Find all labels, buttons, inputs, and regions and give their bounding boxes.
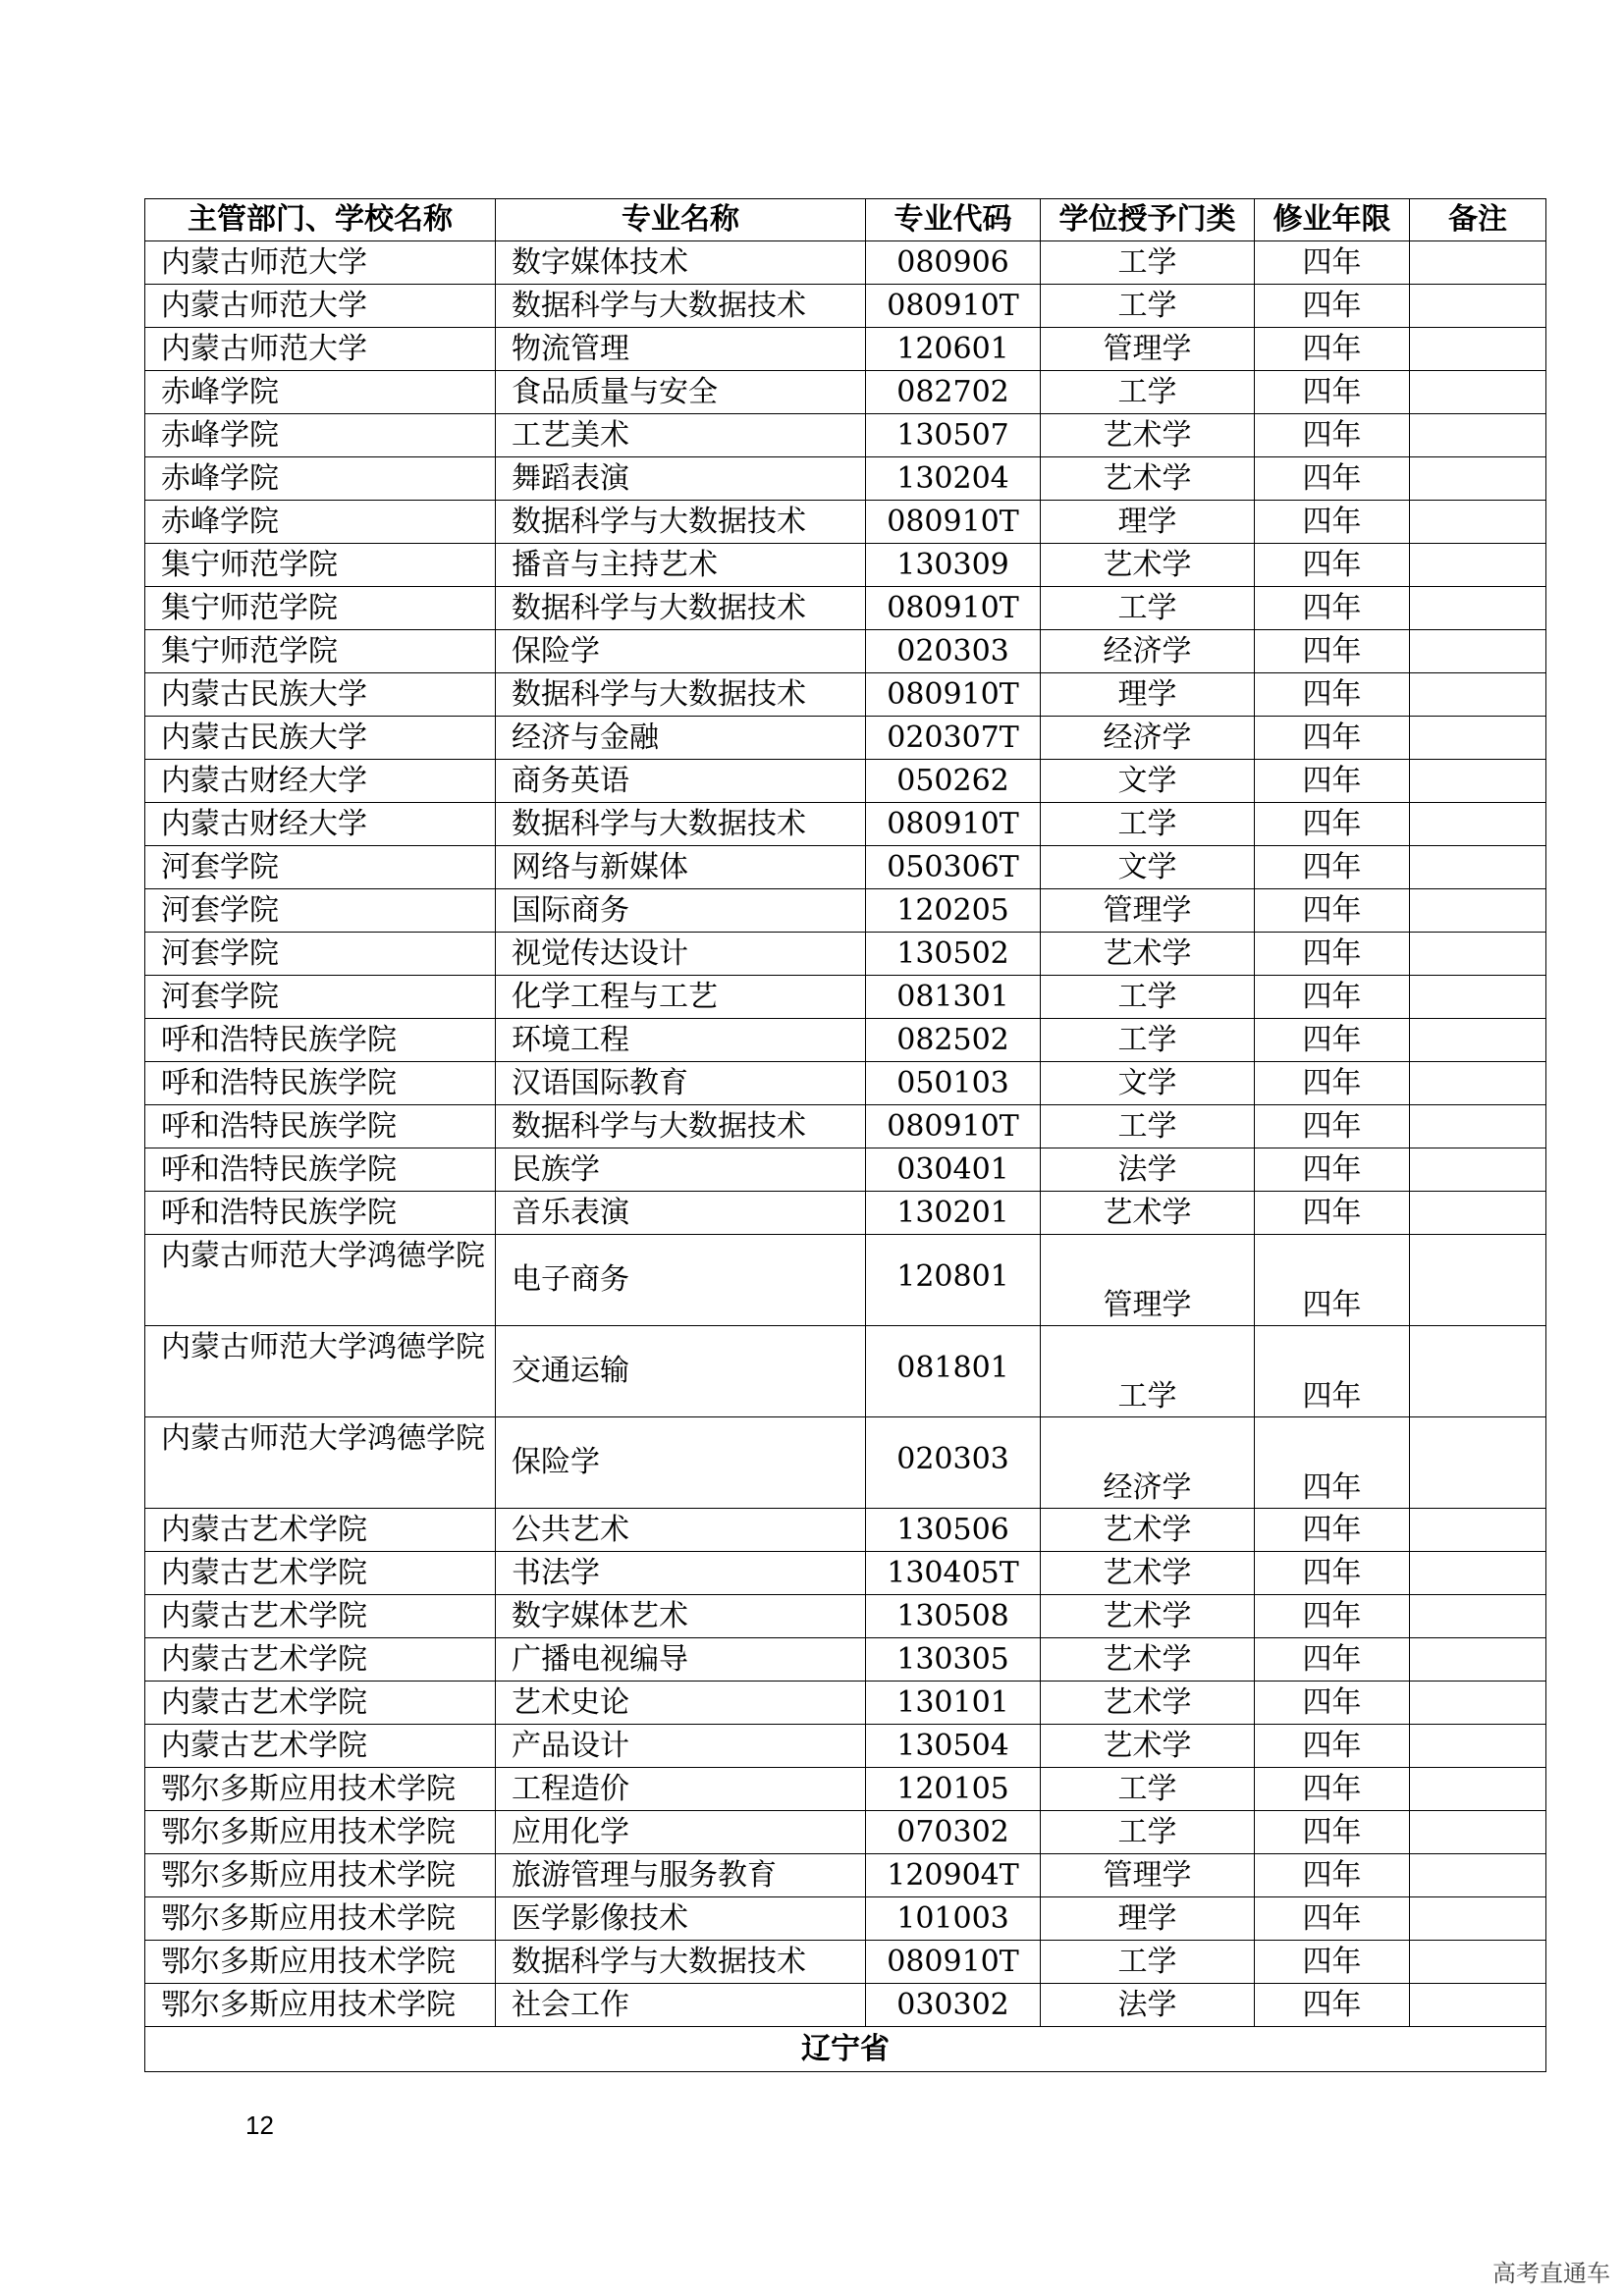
- cell-code: 120105: [866, 1768, 1041, 1811]
- cell-school: 呼和浩特民族学院: [145, 1105, 496, 1148]
- cell-school: 呼和浩特民族学院: [145, 1062, 496, 1105]
- cell-school: 呼和浩特民族学院: [145, 1148, 496, 1192]
- cell-years: 四年: [1255, 544, 1410, 587]
- cell-years: 四年: [1255, 241, 1410, 285]
- cell-major: 公共艺术: [496, 1509, 866, 1552]
- cell-category: 工学: [1041, 1326, 1255, 1417]
- cell-category: 管理学: [1041, 1854, 1255, 1897]
- cell-school: 内蒙古艺术学院: [145, 1682, 496, 1725]
- cell-major: 食品质量与安全: [496, 371, 866, 414]
- table-row: [145, 285, 1546, 328]
- cell-remarks: [1410, 1984, 1546, 2027]
- cell-category: 理学: [1041, 1897, 1255, 1941]
- cell-school: 鄂尔多斯应用技术学院: [145, 1984, 496, 2027]
- cell-category: 艺术学: [1041, 1192, 1255, 1235]
- cell-major: 环境工程: [496, 1019, 866, 1062]
- table-row: [145, 1811, 1546, 1854]
- cell-category: 工学: [1041, 241, 1255, 285]
- cell-code: 020303: [866, 1417, 1041, 1509]
- cell-major: 数据科学与大数据技术: [496, 1941, 866, 1984]
- cell-years: 四年: [1255, 457, 1410, 501]
- cell-remarks: [1410, 587, 1546, 630]
- cell-category: 工学: [1041, 803, 1255, 846]
- cell-code: 070302: [866, 1811, 1041, 1854]
- cell-code: 080910T: [866, 1941, 1041, 1984]
- header-school: 主管部门、学校名称: [145, 199, 496, 241]
- cell-code: 080910T: [866, 803, 1041, 846]
- cell-school: 内蒙古艺术学院: [145, 1509, 496, 1552]
- cell-years: 四年: [1255, 1638, 1410, 1682]
- cell-category: 工学: [1041, 1768, 1255, 1811]
- cell-major: 电子商务: [496, 1235, 866, 1326]
- cell-major: 交通运输: [496, 1326, 866, 1417]
- cell-school: 内蒙古艺术学院: [145, 1638, 496, 1682]
- cell-school: 集宁师范学院: [145, 544, 496, 587]
- cell-code: 080910T: [866, 285, 1041, 328]
- header-row: [145, 199, 1546, 241]
- cell-major: 数据科学与大数据技术: [496, 501, 866, 544]
- cell-years: 四年: [1255, 1682, 1410, 1725]
- cell-years: 四年: [1255, 889, 1410, 933]
- cell-major: 产品设计: [496, 1725, 866, 1768]
- majors-table: [144, 198, 1546, 2072]
- cell-school: 赤峰学院: [145, 501, 496, 544]
- province-row: [145, 2027, 1546, 2072]
- cell-code: 030401: [866, 1148, 1041, 1192]
- cell-code: 120601: [866, 328, 1041, 371]
- cell-years: 四年: [1255, 976, 1410, 1019]
- table-row: [145, 1235, 1546, 1326]
- cell-remarks: [1410, 1595, 1546, 1638]
- table-row: [145, 1019, 1546, 1062]
- table-row: [145, 717, 1546, 760]
- cell-category: 法学: [1041, 1984, 1255, 2027]
- table-row: [145, 1854, 1546, 1897]
- table-row: [145, 1984, 1546, 2027]
- cell-major: 工程造价: [496, 1768, 866, 1811]
- cell-remarks: [1410, 1326, 1546, 1417]
- cell-category: 艺术学: [1041, 1638, 1255, 1682]
- cell-school: 内蒙古师范大学鸿德学院: [145, 1326, 496, 1417]
- cell-school: 内蒙古艺术学院: [145, 1725, 496, 1768]
- cell-major: 艺术史论: [496, 1682, 866, 1725]
- cell-category: 工学: [1041, 587, 1255, 630]
- table-row: [145, 544, 1546, 587]
- table-row: [145, 1326, 1546, 1417]
- cell-school: 内蒙古财经大学: [145, 803, 496, 846]
- cell-years: 四年: [1255, 587, 1410, 630]
- cell-major: 音乐表演: [496, 1192, 866, 1235]
- header-major: 专业名称: [496, 199, 866, 241]
- cell-remarks: [1410, 1235, 1546, 1326]
- cell-major: 物流管理: [496, 328, 866, 371]
- cell-code: 120205: [866, 889, 1041, 933]
- cell-code: 080910T: [866, 673, 1041, 717]
- cell-major: 应用化学: [496, 1811, 866, 1854]
- table-row: [145, 1148, 1546, 1192]
- cell-school: 内蒙古师范大学鸿德学院: [145, 1235, 496, 1326]
- cell-category: 理学: [1041, 673, 1255, 717]
- cell-years: 四年: [1255, 1811, 1410, 1854]
- cell-category: 文学: [1041, 846, 1255, 889]
- table-row: [145, 1192, 1546, 1235]
- cell-major: 保险学: [496, 630, 866, 673]
- cell-major: 国际商务: [496, 889, 866, 933]
- cell-years: 四年: [1255, 846, 1410, 889]
- cell-school: 鄂尔多斯应用技术学院: [145, 1768, 496, 1811]
- table-row: [145, 457, 1546, 501]
- cell-remarks: [1410, 1062, 1546, 1105]
- table-row: [145, 1638, 1546, 1682]
- cell-remarks: [1410, 1638, 1546, 1682]
- cell-years: 四年: [1255, 1192, 1410, 1235]
- page-number: 12: [245, 2110, 274, 2140]
- cell-major: 舞蹈表演: [496, 457, 866, 501]
- cell-school: 鄂尔多斯应用技术学院: [145, 1897, 496, 1941]
- cell-major: 网络与新媒体: [496, 846, 866, 889]
- table-row: [145, 241, 1546, 285]
- cell-school: 内蒙古艺术学院: [145, 1552, 496, 1595]
- cell-category: 工学: [1041, 1105, 1255, 1148]
- table-row: [145, 414, 1546, 457]
- cell-category: 艺术学: [1041, 1682, 1255, 1725]
- cell-school: 赤峰学院: [145, 371, 496, 414]
- table-row: [145, 673, 1546, 717]
- cell-category: 法学: [1041, 1148, 1255, 1192]
- cell-remarks: [1410, 544, 1546, 587]
- watermark: 高考直通车: [1492, 2260, 1610, 2287]
- cell-remarks: [1410, 933, 1546, 976]
- cell-remarks: [1410, 760, 1546, 803]
- cell-remarks: [1410, 457, 1546, 501]
- cell-school: 河套学院: [145, 933, 496, 976]
- cell-years: 四年: [1255, 1897, 1410, 1941]
- cell-major: 数据科学与大数据技术: [496, 285, 866, 328]
- cell-years: 四年: [1255, 1595, 1410, 1638]
- cell-years: 四年: [1255, 1148, 1410, 1192]
- cell-category: 理学: [1041, 501, 1255, 544]
- cell-remarks: [1410, 1854, 1546, 1897]
- cell-school: 河套学院: [145, 846, 496, 889]
- cell-school: 赤峰学院: [145, 414, 496, 457]
- cell-major: 视觉传达设计: [496, 933, 866, 976]
- cell-category: 管理学: [1041, 1235, 1255, 1326]
- cell-remarks: [1410, 803, 1546, 846]
- cell-years: 四年: [1255, 1552, 1410, 1595]
- cell-category: 工学: [1041, 1941, 1255, 1984]
- cell-years: 四年: [1255, 933, 1410, 976]
- cell-code: 050306T: [866, 846, 1041, 889]
- cell-major: 汉语国际教育: [496, 1062, 866, 1105]
- cell-code: 130506: [866, 1509, 1041, 1552]
- cell-remarks: [1410, 241, 1546, 285]
- cell-code: 130309: [866, 544, 1041, 587]
- cell-code: 120904T: [866, 1854, 1041, 1897]
- cell-category: 管理学: [1041, 889, 1255, 933]
- cell-school: 鄂尔多斯应用技术学院: [145, 1854, 496, 1897]
- cell-category: 经济学: [1041, 630, 1255, 673]
- cell-category: 管理学: [1041, 328, 1255, 371]
- cell-remarks: [1410, 1682, 1546, 1725]
- cell-major: 社会工作: [496, 1984, 866, 2027]
- cell-category: 艺术学: [1041, 544, 1255, 587]
- cell-remarks: [1410, 976, 1546, 1019]
- cell-years: 四年: [1255, 673, 1410, 717]
- cell-remarks: [1410, 1019, 1546, 1062]
- cell-years: 四年: [1255, 1417, 1410, 1509]
- cell-category: 艺术学: [1041, 414, 1255, 457]
- cell-code: 080906: [866, 241, 1041, 285]
- table-row: [145, 1682, 1546, 1725]
- cell-school: 鄂尔多斯应用技术学院: [145, 1941, 496, 1984]
- cell-category: 艺术学: [1041, 1552, 1255, 1595]
- cell-code: 130504: [866, 1725, 1041, 1768]
- cell-major: 工艺美术: [496, 414, 866, 457]
- table-row: [145, 1768, 1546, 1811]
- cell-code: 080910T: [866, 1105, 1041, 1148]
- cell-category: 工学: [1041, 1019, 1255, 1062]
- cell-remarks: [1410, 371, 1546, 414]
- cell-code: 080910T: [866, 587, 1041, 630]
- cell-school: 内蒙古财经大学: [145, 760, 496, 803]
- cell-remarks: [1410, 328, 1546, 371]
- cell-code: 130405T: [866, 1552, 1041, 1595]
- table-row: [145, 976, 1546, 1019]
- cell-category: 艺术学: [1041, 933, 1255, 976]
- cell-years: 四年: [1255, 414, 1410, 457]
- cell-category: 艺术学: [1041, 1595, 1255, 1638]
- cell-remarks: [1410, 1105, 1546, 1148]
- cell-major: 保险学: [496, 1417, 866, 1509]
- table-row: [145, 630, 1546, 673]
- table-row: [145, 889, 1546, 933]
- cell-remarks: [1410, 889, 1546, 933]
- cell-years: 四年: [1255, 285, 1410, 328]
- cell-category: 文学: [1041, 760, 1255, 803]
- header-category: 学位授予门类: [1041, 199, 1255, 241]
- cell-major: 广播电视编导: [496, 1638, 866, 1682]
- cell-code: 120801: [866, 1235, 1041, 1326]
- cell-remarks: [1410, 1897, 1546, 1941]
- cell-years: 四年: [1255, 1984, 1410, 2027]
- cell-remarks: [1410, 1768, 1546, 1811]
- cell-remarks: [1410, 1148, 1546, 1192]
- table-row: [145, 1941, 1546, 1984]
- cell-school: 内蒙古民族大学: [145, 717, 496, 760]
- cell-school: 集宁师范学院: [145, 587, 496, 630]
- cell-category: 工学: [1041, 976, 1255, 1019]
- header-years: 修业年限: [1255, 199, 1410, 241]
- cell-years: 四年: [1255, 1105, 1410, 1148]
- cell-major: 旅游管理与服务教育: [496, 1854, 866, 1897]
- cell-category: 工学: [1041, 285, 1255, 328]
- cell-years: 四年: [1255, 1235, 1410, 1326]
- cell-code: 082702: [866, 371, 1041, 414]
- cell-category: 艺术学: [1041, 457, 1255, 501]
- table-row: [145, 1595, 1546, 1638]
- cell-remarks: [1410, 414, 1546, 457]
- cell-school: 内蒙古师范大学: [145, 285, 496, 328]
- province-label: 辽宁省: [145, 2027, 1546, 2072]
- cell-category: 工学: [1041, 371, 1255, 414]
- cell-major: 书法学: [496, 1552, 866, 1595]
- table-row: [145, 803, 1546, 846]
- table-row: [145, 587, 1546, 630]
- cell-years: 四年: [1255, 760, 1410, 803]
- cell-years: 四年: [1255, 803, 1410, 846]
- cell-code: 130204: [866, 457, 1041, 501]
- cell-code: 101003: [866, 1897, 1041, 1941]
- cell-code: 130305: [866, 1638, 1041, 1682]
- cell-code: 082502: [866, 1019, 1041, 1062]
- cell-code: 130101: [866, 1682, 1041, 1725]
- cell-category: 艺术学: [1041, 1509, 1255, 1552]
- cell-code: 130201: [866, 1192, 1041, 1235]
- cell-school: 内蒙古艺术学院: [145, 1595, 496, 1638]
- cell-code: 081301: [866, 976, 1041, 1019]
- cell-school: 呼和浩特民族学院: [145, 1019, 496, 1062]
- cell-major: 化学工程与工艺: [496, 976, 866, 1019]
- cell-major: 数字媒体技术: [496, 241, 866, 285]
- cell-remarks: [1410, 673, 1546, 717]
- cell-category: 文学: [1041, 1062, 1255, 1105]
- cell-remarks: [1410, 1509, 1546, 1552]
- cell-school: 内蒙古民族大学: [145, 673, 496, 717]
- cell-major: 民族学: [496, 1148, 866, 1192]
- cell-code: 081801: [866, 1326, 1041, 1417]
- table-row: [145, 933, 1546, 976]
- table-row: [145, 1062, 1546, 1105]
- cell-remarks: [1410, 1811, 1546, 1854]
- cell-code: 080910T: [866, 501, 1041, 544]
- cell-school: 内蒙古师范大学: [145, 328, 496, 371]
- cell-remarks: [1410, 717, 1546, 760]
- cell-years: 四年: [1255, 1725, 1410, 1768]
- table-row: [145, 328, 1546, 371]
- cell-remarks: [1410, 846, 1546, 889]
- cell-years: 四年: [1255, 501, 1410, 544]
- header-code: 专业代码: [866, 199, 1041, 241]
- cell-category: 工学: [1041, 1811, 1255, 1854]
- table-row: [145, 760, 1546, 803]
- cell-remarks: [1410, 285, 1546, 328]
- table-row: [145, 501, 1546, 544]
- table-row: [145, 846, 1546, 889]
- cell-school: 河套学院: [145, 889, 496, 933]
- cell-years: 四年: [1255, 717, 1410, 760]
- cell-code: 030302: [866, 1984, 1041, 2027]
- table-row: [145, 1509, 1546, 1552]
- cell-major: 经济与金融: [496, 717, 866, 760]
- cell-remarks: [1410, 1941, 1546, 1984]
- cell-school: 河套学院: [145, 976, 496, 1019]
- table-row: [145, 371, 1546, 414]
- header-remarks: 备注: [1410, 199, 1546, 241]
- cell-school: 内蒙古师范大学鸿德学院: [145, 1417, 496, 1509]
- cell-years: 四年: [1255, 1509, 1410, 1552]
- cell-school: 集宁师范学院: [145, 630, 496, 673]
- cell-major: 数据科学与大数据技术: [496, 1105, 866, 1148]
- cell-code: 020303: [866, 630, 1041, 673]
- cell-years: 四年: [1255, 1062, 1410, 1105]
- table-row: [145, 1552, 1546, 1595]
- cell-major: 数据科学与大数据技术: [496, 803, 866, 846]
- table-row: [145, 1897, 1546, 1941]
- cell-major: 数据科学与大数据技术: [496, 673, 866, 717]
- cell-remarks: [1410, 1725, 1546, 1768]
- cell-code: 020307T: [866, 717, 1041, 760]
- cell-school: 鄂尔多斯应用技术学院: [145, 1811, 496, 1854]
- cell-major: 商务英语: [496, 760, 866, 803]
- cell-remarks: [1410, 501, 1546, 544]
- cell-school: 呼和浩特民族学院: [145, 1192, 496, 1235]
- cell-code: 130507: [866, 414, 1041, 457]
- cell-major: 播音与主持艺术: [496, 544, 866, 587]
- cell-code: 130508: [866, 1595, 1041, 1638]
- cell-years: 四年: [1255, 1326, 1410, 1417]
- cell-category: 经济学: [1041, 1417, 1255, 1509]
- cell-years: 四年: [1255, 1854, 1410, 1897]
- cell-years: 四年: [1255, 371, 1410, 414]
- cell-years: 四年: [1255, 328, 1410, 371]
- cell-code: 050103: [866, 1062, 1041, 1105]
- cell-major: 医学影像技术: [496, 1897, 866, 1941]
- cell-years: 四年: [1255, 1941, 1410, 1984]
- cell-code: 050262: [866, 760, 1041, 803]
- cell-category: 艺术学: [1041, 1725, 1255, 1768]
- cell-remarks: [1410, 630, 1546, 673]
- cell-code: 130502: [866, 933, 1041, 976]
- cell-remarks: [1410, 1417, 1546, 1509]
- table-row: [145, 1725, 1546, 1768]
- cell-remarks: [1410, 1552, 1546, 1595]
- table-row: [145, 1105, 1546, 1148]
- table-row: [145, 1417, 1546, 1509]
- cell-remarks: [1410, 1192, 1546, 1235]
- cell-category: 经济学: [1041, 717, 1255, 760]
- cell-years: 四年: [1255, 630, 1410, 673]
- cell-major: 数据科学与大数据技术: [496, 587, 866, 630]
- cell-school: 赤峰学院: [145, 457, 496, 501]
- cell-school: 内蒙古师范大学: [145, 241, 496, 285]
- cell-major: 数字媒体艺术: [496, 1595, 866, 1638]
- cell-years: 四年: [1255, 1768, 1410, 1811]
- cell-years: 四年: [1255, 1019, 1410, 1062]
